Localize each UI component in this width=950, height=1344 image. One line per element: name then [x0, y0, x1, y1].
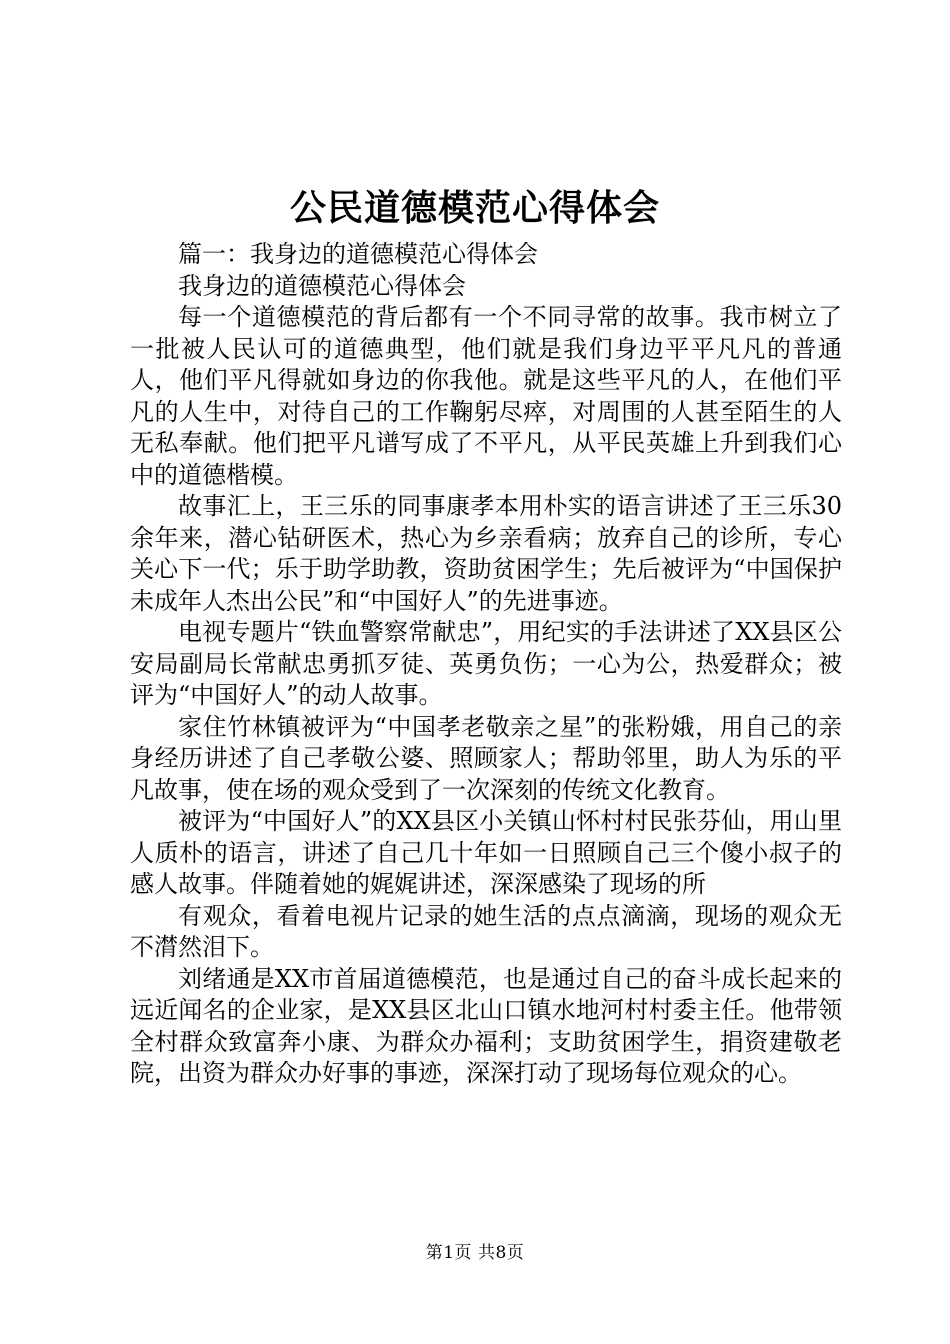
- article-subtitle: 我身边的道德模范心得体会: [178, 271, 466, 300]
- page-number-footer: 第1页 共8页: [425, 1243, 525, 1263]
- body-paragraph: 家住竹林镇被评为“中国孝老敬亲之星”的张粉娥，用自己的亲身经历讲述了自己孝敬公婆、照顾家人；帮助邻里，助人为乐的平凡故事，使在场的观众受到了一次深刻的传统文化教育。: [130, 712, 842, 804]
- body-paragraph: 电视专题片“铁血警察常献忠”，用纪实的手法讲述了XX县区公安局副局长常献忠勇抓歹徒、英勇负伤；一心为公，热爱群众；被评为“中国好人”的动人故事。: [130, 618, 842, 709]
- document-body: [130, 239, 842, 1090]
- body-paragraph: 每一个道德模范的背后都有一个不同寻常的故事。我市树立了一批被人民认可的道德典型，他们就是我们身边平平凡凡的普通人，他们平凡得就如身边的你我他。就是这些平凡的人，在他们平凡的人生中，对待自己的工作鞠躬尽瘁，对周围的人甚至陌生的人无私奉献。他们把平凡谱写成了不平凡，从平民英雄上升到我们心中的道德楷模。: [130, 303, 842, 489]
- body-paragraph: 有观众，看着电视片记录的她生活的点点滴滴，现场的观众无不潸然泪下。: [130, 901, 842, 961]
- document-title: 公民道德模范心得体会: [289, 187, 660, 229]
- body-paragraph: 被评为“中国好人”的XX县区小关镇山怀村村民张芬仙，用山里人质朴的语言，讲述了自己几十年如一日照顾自己三个傻小叔子的感人故事。伴随着她的娓娓讲述，深深感染了现场的所: [130, 807, 842, 898]
- body-paragraph: 刘绪通是XX市首届道德模范，也是通过自己的奋斗成长起来的远近闻名的企业家，是XX县区北山口镇水地河村村委主任。他带领全村群众致富奔小康、为群众办福利；支助贫困学生，捐资建敬老院，出资为群众办好事的事迹，深深打动了现场每位观众的心。: [130, 964, 842, 1087]
- section-heading: 篇一：我身边的道德模范心得体会: [178, 240, 538, 268]
- body-paragraph: 故事汇上，王三乐的同事康孝本用朴实的语言讲述了王三乐30余年来，潜心钻研医术，热心为乡亲看病；放弃自己的诊所，专心关心下一代；乐于助学助教，资助贫困学生；先后被评为“中国保护未成年人杰出公民”和“中国好人”的先进事迹。: [130, 492, 842, 615]
